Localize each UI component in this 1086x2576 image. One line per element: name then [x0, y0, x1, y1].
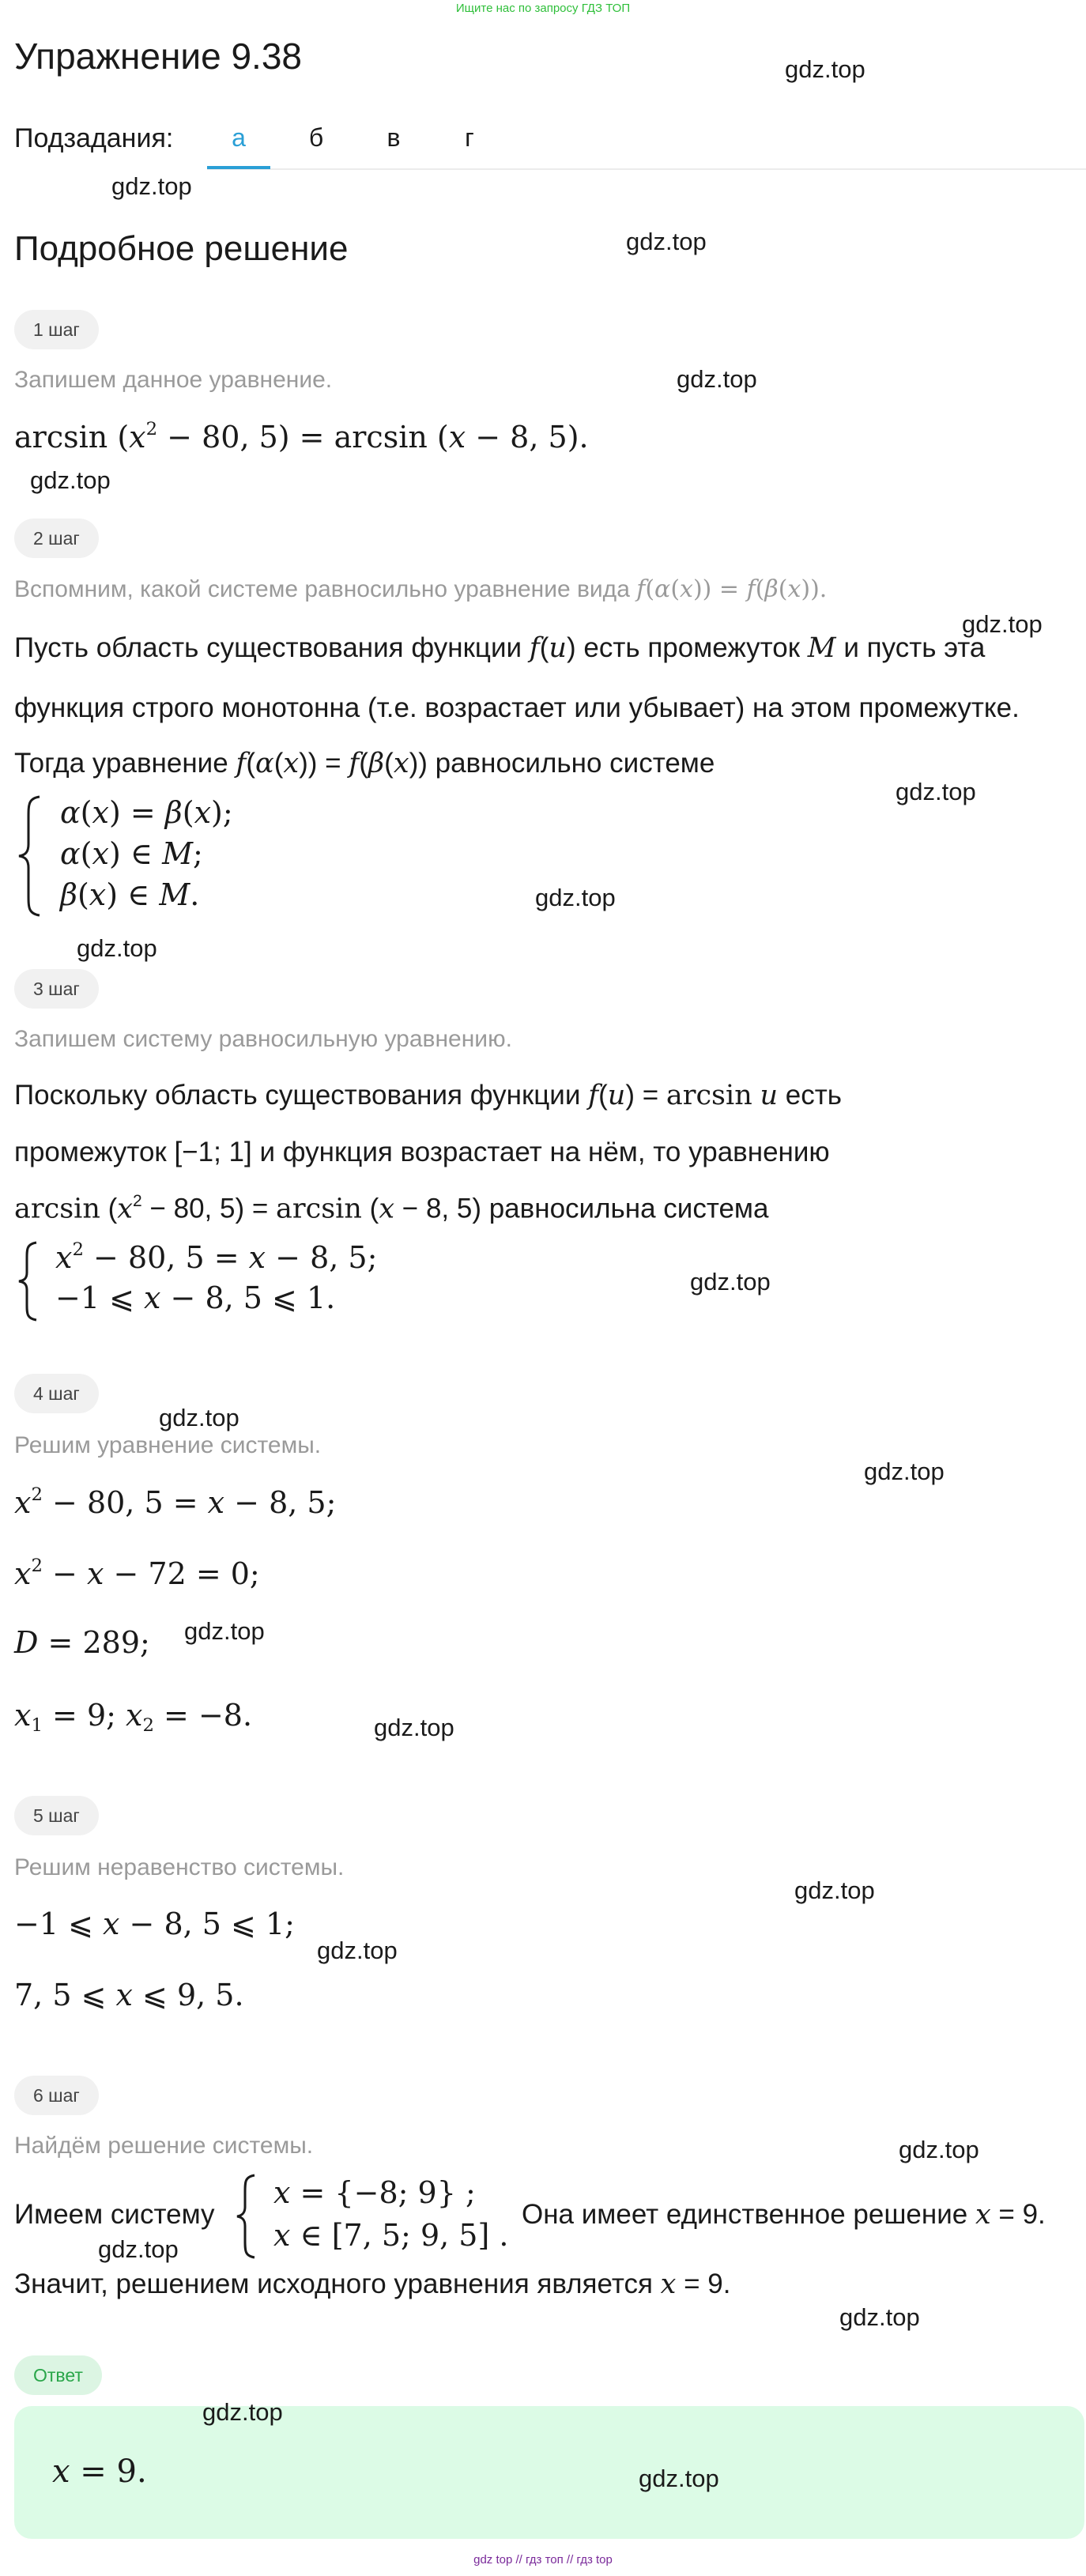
system-line: α(x) = β(x);: [60, 795, 233, 830]
watermark: gdz.top: [98, 2235, 179, 2263]
system-brace: [232, 2172, 261, 2261]
step-hint: Решим неравенство системы.: [14, 1854, 345, 1880]
system-line: x ∈ [7, 5; 9, 5] .: [273, 2218, 509, 2253]
step-badge: 3 шаг: [14, 969, 99, 1009]
equation: D = 289;: [14, 1625, 150, 1660]
equation: −1 ⩽ x − 8, 5 ⩽ 1;: [14, 1907, 295, 1941]
watermark: gdz.top: [30, 466, 111, 494]
solution-heading: Подробное решение: [14, 229, 349, 268]
system-brace: [14, 794, 46, 918]
system-line: $x^2 - 80$, 5 = x − 8, 5;: [55, 1239, 378, 1275]
watermark: gdz.top: [785, 55, 865, 83]
paragraph: функция строго монотонна (т.е. возрастает или убывает) на этом промежутке.: [14, 692, 1020, 723]
watermark: gdz.top: [184, 1617, 265, 1645]
step-hint: Решим уравнение системы.: [14, 1432, 322, 1458]
paragraph: Тогда уравнение f(α(x)) = f(β(x)) равносильно системе: [14, 748, 715, 779]
paragraph: Значит, решением исходного уравнения является x = 9.: [14, 2269, 731, 2300]
watermark: gdz.top: [962, 610, 1043, 638]
watermark: gdz.top: [317, 1937, 398, 1964]
watermark: gdz.top: [839, 2303, 920, 2331]
watermark: gdz.top: [535, 884, 616, 911]
step-badge: 4 шаг: [14, 1374, 99, 1413]
watermark: gdz.top: [111, 172, 192, 200]
system-line: α(x) ∈ M;: [60, 836, 203, 871]
equation: $x_1 = 9$; $x_2 = -8$.: [14, 1698, 253, 1736]
watermark: gdz.top: [794, 1876, 875, 1904]
watermark: gdz.top: [896, 778, 976, 805]
watermark: gdz.top: [626, 228, 707, 255]
system-brace: [14, 1239, 43, 1323]
answer-box: [14, 2406, 1084, 2539]
system-line: x = {−8; 9} ;: [273, 2175, 476, 2210]
step-badge: 5 шаг: [14, 1796, 99, 1835]
watermark: gdz.top: [690, 1268, 771, 1296]
paragraph: Имеем систему: [14, 2199, 215, 2230]
active-tab-underline: [207, 166, 270, 169]
watermark: gdz.top: [864, 1458, 945, 1485]
watermark: gdz.top: [899, 2136, 979, 2163]
paragraph: $\arcsin (x^2 - 80$, 5) = arcsin (x − 8, 5) равносильна система: [14, 1192, 769, 1225]
step-badge: 1 шаг: [14, 310, 99, 349]
answer-value: x = 9.: [52, 2453, 147, 2490]
system-line: β(x) ∈ M.: [60, 877, 200, 912]
step-badge: 2 шаг: [14, 519, 99, 558]
paragraph: Она имеет единственное решение x = 9.: [522, 2199, 1046, 2231]
step-badge: 6 шаг: [14, 2076, 99, 2115]
paragraph: Поскольку область существования функции f(u) = arcsin u есть: [14, 1080, 843, 1111]
tab-b[interactable]: б: [308, 123, 324, 152]
step-hint: Вспомним, какой системе равносильно уравнение вида f(α(x)) = f(β(x)).: [14, 575, 828, 603]
step-hint: Найдём решение системы.: [14, 2133, 314, 2159]
equation: $x^2 - 80$, 5 = x − 8, 5;: [14, 1484, 337, 1520]
tab-g[interactable]: г: [465, 123, 474, 152]
paragraph: промежуток [−1; 1] и функция возрастает на нём, то уравнению: [14, 1137, 830, 1167]
step-hint: Запишем систему равносильную уравнению.: [14, 1026, 512, 1052]
equation: 7, 5 ⩽ x ⩽ 9, 5.: [14, 1978, 244, 2012]
system-line: −1 ⩽ x − 8, 5 ⩽ 1.: [55, 1280, 336, 1315]
tab-v[interactable]: в: [387, 123, 401, 152]
subtasks-label: Подзадания:: [14, 123, 174, 153]
tabs-divider: [207, 168, 1086, 170]
equation: $x^2 - x - 72 = 0$;: [14, 1556, 260, 1591]
bottom-banner[interactable]: gdz top // гдз топ // гдз top: [473, 2553, 613, 2567]
watermark: gdz.top: [77, 934, 157, 962]
watermark: gdz.top: [159, 1404, 239, 1431]
watermark: gdz.top: [639, 2465, 719, 2492]
page-title: Упражнение 9.38: [14, 36, 302, 77]
watermark: gdz.top: [374, 1714, 454, 1741]
top-banner[interactable]: Ищите нас по запросу ГДЗ ТОП: [455, 2, 631, 15]
watermark: gdz.top: [202, 2398, 283, 2426]
answer-badge: Ответ: [14, 2355, 102, 2395]
step-hint: Запишем данное уравнение.: [14, 367, 333, 393]
tab-a[interactable]: а: [232, 123, 246, 152]
watermark: gdz.top: [677, 365, 757, 393]
paragraph: Пусть область существования функции f(u) есть промежуток M и пусть эта: [14, 632, 986, 664]
equation: $\arcsin (x^2 - 80$, 5) = arcsin (x − 8, 5).: [14, 419, 589, 454]
